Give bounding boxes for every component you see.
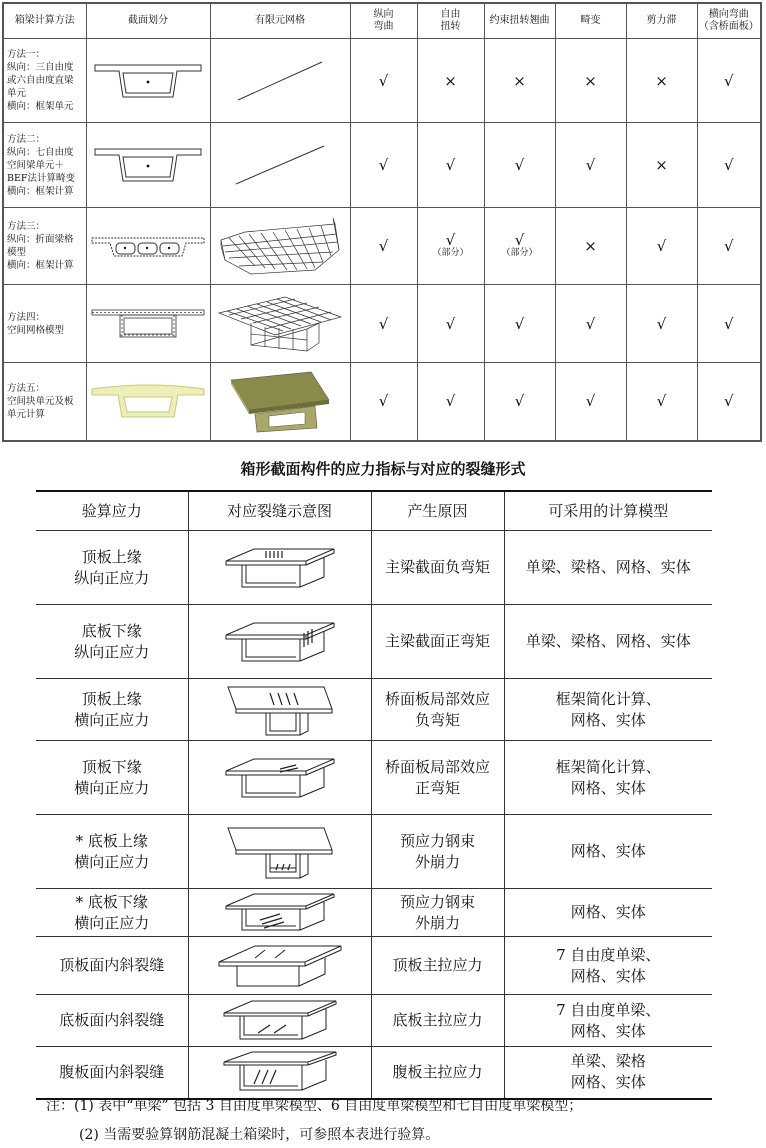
method-desc (3, 363, 86, 441)
model-line: 网格、实体 (570, 710, 646, 729)
header-distortion: 畸变 (555, 3, 626, 39)
cause-line: 主梁截面正弯矩 (384, 632, 490, 650)
mark-cell: √ (697, 39, 761, 123)
crack-row (36, 679, 712, 741)
model-line: 7 自由度单梁、 (556, 945, 661, 964)
crack-sketch (188, 889, 371, 937)
model-line: 框架简化计算、 (555, 757, 661, 776)
model-cell (504, 605, 712, 679)
mark-cell: √ (697, 208, 761, 285)
method-long: 空间块单元及板单元计算 (7, 395, 74, 420)
method-desc (3, 208, 86, 285)
box-section-icon (93, 143, 203, 187)
crack-row (36, 889, 712, 937)
method-desc (3, 39, 86, 123)
top-diagonal-crack-icon (215, 940, 345, 992)
stress-line: 顶板下缘 (81, 757, 142, 776)
header-transverse: 横向弯曲 （含桥面板） (697, 3, 761, 39)
table-caption: 箱形截面构件的应力指标与对应的裂缝形式 (240, 460, 526, 478)
crack-row (36, 995, 712, 1047)
mark-cell: √ (626, 285, 697, 363)
stress-line: 底板下缘 (81, 621, 142, 640)
header-shear-lag: 剪力滞 (626, 3, 697, 39)
bottom-diagonal-crack-icon (218, 997, 342, 1045)
model-cell (504, 679, 712, 741)
check-mark: √ (514, 231, 525, 249)
stress-cell (36, 937, 188, 995)
cause-cell (371, 995, 504, 1047)
mark-cell: × (626, 123, 697, 208)
mark-cell: √ (555, 123, 626, 208)
method-comparison-table (2, 2, 762, 442)
section-sketch (86, 39, 210, 123)
crack-sketch (188, 531, 371, 605)
stress-line: 横向正应力 (74, 710, 150, 729)
crack-row (36, 605, 712, 679)
mark-cell: √ (626, 208, 697, 285)
grid-section-icon (90, 304, 206, 344)
method-trans: 横向：框架计算 (7, 185, 74, 197)
stress-line: 横向正应力 (74, 852, 150, 871)
box-section-icon (93, 59, 203, 103)
mark-cell: × (484, 39, 555, 123)
mark-cell: × (417, 39, 484, 123)
note-1: 注：(1) 表中“单梁” 包括 3 自由度单梁模型、6 自由度单梁模型和七自由度单梁模型； (46, 1098, 583, 1114)
method-trans: 横向：框架计算 (7, 260, 74, 271)
mark-cell: √ (417, 123, 484, 208)
cause-cell (371, 605, 504, 679)
cause-cell (371, 1047, 504, 1099)
method-long: 空间网格模型 (7, 324, 65, 336)
stress-line: * 底板上缘 (75, 831, 148, 850)
mark-cell: √ (555, 363, 626, 441)
model-line: 网格、实体 (570, 778, 646, 797)
method-row (3, 123, 761, 208)
crack-sketch (188, 679, 371, 741)
mark-cell: √ (555, 285, 626, 363)
stress-line: 纵向正应力 (74, 642, 150, 661)
header-mesh: 有限元网格 (210, 3, 350, 39)
bottom-longitudinal-crack-icon (220, 615, 340, 669)
solid-model-icon (225, 368, 335, 434)
cause-line: 预应力钢束 (399, 892, 475, 911)
mark-cell: √ (417, 363, 484, 441)
method-long: 纵向：七自由度空间梁单元＋BEF法计算畸变 (7, 146, 76, 184)
stress-line: 顶板面内斜裂缝 (59, 956, 165, 974)
partial-note: （部分） (432, 248, 469, 258)
header-warping: 约束扭转翘曲 (484, 3, 555, 39)
method-row (3, 363, 761, 441)
stress-cell (36, 679, 188, 741)
partial-note: （部分） (501, 248, 538, 258)
method-long: 纵向：折面梁格模型 (7, 234, 74, 258)
stress-line: 横向正应力 (74, 913, 150, 932)
mark-cell: √ (484, 363, 555, 441)
crack-row (36, 531, 712, 605)
method-title: 方法五： (7, 382, 46, 394)
crack-row (36, 1047, 712, 1099)
cause-line: 腹板主拉应力 (392, 1062, 483, 1081)
header-cause: 产生原因 (371, 491, 504, 531)
mark-cell-partial (417, 208, 484, 285)
stress-cell (36, 889, 188, 937)
stress-cell (36, 741, 188, 815)
cause-line: 桥面板局部效应 (384, 757, 490, 776)
model-line: 框架简化计算、 (555, 689, 661, 708)
cause-line: 主梁截面负弯矩 (384, 558, 490, 576)
mesh-sketch (210, 123, 350, 208)
model-line: 网格、实体 (570, 842, 646, 860)
line-element-icon (220, 140, 340, 190)
crack-row (36, 741, 712, 815)
method-trans: 横向：框架单元 (7, 101, 74, 112)
model-line: 网格、实体 (570, 903, 646, 921)
multi-cell-section-icon (90, 226, 206, 266)
mark-cell: √ (626, 363, 697, 441)
cause-line: 预应力钢束 (399, 831, 475, 850)
header-free-torsion: 自由 扭转 (417, 3, 484, 39)
section-sketch (86, 363, 210, 441)
mesh-sketch (210, 363, 350, 441)
top-underside-crack-icon (220, 751, 340, 805)
cause-line: 外崩力 (414, 852, 460, 871)
mark-cell: √ (350, 123, 417, 208)
model-line: 单梁、梁格、网格、实体 (525, 558, 691, 576)
header-row (36, 491, 712, 531)
mark-cell-partial (484, 208, 555, 285)
spatial-grid-icon (215, 293, 345, 355)
header-section: 截面划分 (86, 3, 210, 39)
cause-cell (371, 889, 504, 937)
line-element-icon (220, 56, 340, 106)
folded-grid-icon (215, 216, 345, 276)
model-cell (504, 937, 712, 995)
crack-row (36, 937, 712, 995)
bottom-underside-crack-icon (220, 890, 340, 936)
cause-line: 底板主拉应力 (392, 1011, 483, 1029)
mark-cell: √ (484, 123, 555, 208)
header-long-bending: 纵向 弯曲 (350, 3, 417, 39)
header-method: 箱梁计算方法 (3, 3, 86, 39)
mark-cell: √ (350, 39, 417, 123)
method-title: 方法二： (7, 133, 46, 145)
header-stress: 验算应力 (36, 491, 188, 531)
stress-line: * 底板下缘 (75, 892, 148, 911)
stress-line: 顶板上缘 (81, 547, 142, 566)
mark-cell: × (555, 39, 626, 123)
mark-cell: √ (697, 363, 761, 441)
cause-cell (371, 741, 504, 815)
stress-cell (36, 605, 188, 679)
stress-line: 纵向正应力 (74, 568, 150, 587)
stress-cell (36, 531, 188, 605)
section-sketch (86, 123, 210, 208)
mark-cell: √ (417, 285, 484, 363)
web-diagonal-crack-icon (218, 1048, 342, 1096)
top-longitudinal-crack-icon (220, 541, 340, 595)
stress-cell (36, 995, 188, 1047)
header-crack-sketch: 对应裂缝示意图 (188, 491, 371, 531)
method-row (3, 39, 761, 123)
crack-sketch (188, 995, 371, 1047)
cause-line: 桥面板局部效应 (384, 689, 490, 708)
cause-cell (371, 679, 504, 741)
stress-line: 横向正应力 (74, 778, 150, 797)
model-cell (504, 995, 712, 1047)
model-line: 网格、实体 (570, 966, 646, 985)
cause-cell (371, 937, 504, 995)
section-sketch (86, 208, 210, 285)
method-desc (3, 285, 86, 363)
cause-line: 负弯矩 (414, 710, 460, 729)
crack-sketch (188, 937, 371, 995)
mark-cell: √ (350, 285, 417, 363)
cause-line: 外崩力 (414, 913, 460, 932)
stress-cell (36, 815, 188, 889)
mark-cell: √ (484, 285, 555, 363)
crack-form-table (36, 490, 712, 1100)
mesh-sketch (210, 285, 350, 363)
mesh-sketch (210, 39, 350, 123)
model-line: 网格、实体 (570, 1073, 646, 1092)
cause-cell (371, 815, 504, 889)
cause-cell (371, 531, 504, 605)
model-cell (504, 741, 712, 815)
mark-cell: √ (350, 363, 417, 441)
mark-cell: √ (350, 208, 417, 285)
top-transverse-crack-icon (220, 681, 340, 739)
method-long: 纵向：三自由度或六自由度直梁单元 (7, 62, 74, 99)
method-title: 方法三： (7, 221, 46, 232)
model-line: 单梁、梁格、网格、实体 (525, 632, 691, 650)
mark-cell: × (555, 208, 626, 285)
model-cell (504, 1047, 712, 1099)
solid-section-icon (90, 379, 206, 423)
model-line: 单梁、梁格 (570, 1052, 646, 1071)
model-line: 网格、实体 (570, 1021, 646, 1040)
header-model: 可采用的计算模型 (504, 491, 712, 531)
mark-cell: √ (697, 285, 761, 363)
stress-line: 腹板面内斜裂缝 (59, 1062, 165, 1081)
section-sketch (86, 285, 210, 363)
stress-line: 底板面内斜裂缝 (59, 1011, 165, 1029)
crack-sketch (188, 605, 371, 679)
cause-line: 顶板主拉应力 (392, 956, 483, 974)
method-title: 方法一： (7, 49, 46, 60)
mark-cell: √ (697, 123, 761, 208)
mesh-sketch (210, 208, 350, 285)
method-row (3, 285, 761, 363)
cause-line: 正弯矩 (414, 778, 460, 797)
method-title: 方法四： (7, 311, 46, 323)
model-cell (504, 889, 712, 937)
bottom-top-transverse-crack-icon (220, 822, 340, 882)
check-mark: √ (445, 231, 456, 249)
crack-sketch (188, 741, 371, 815)
stress-cell (36, 1047, 188, 1099)
stress-line: 顶板上缘 (81, 689, 142, 708)
method-row (3, 208, 761, 285)
note-2: (2) 当需要验算钢筋混凝土箱梁时，可参照本表进行验算。 (79, 1127, 440, 1143)
crack-row (36, 815, 712, 889)
header-row (3, 3, 761, 39)
crack-sketch (188, 1047, 371, 1099)
crack-sketch (188, 815, 371, 889)
model-line: 7 自由度单梁、 (556, 1000, 661, 1019)
model-cell (504, 815, 712, 889)
method-desc (3, 123, 86, 208)
model-cell (504, 531, 712, 605)
mark-cell: × (626, 39, 697, 123)
